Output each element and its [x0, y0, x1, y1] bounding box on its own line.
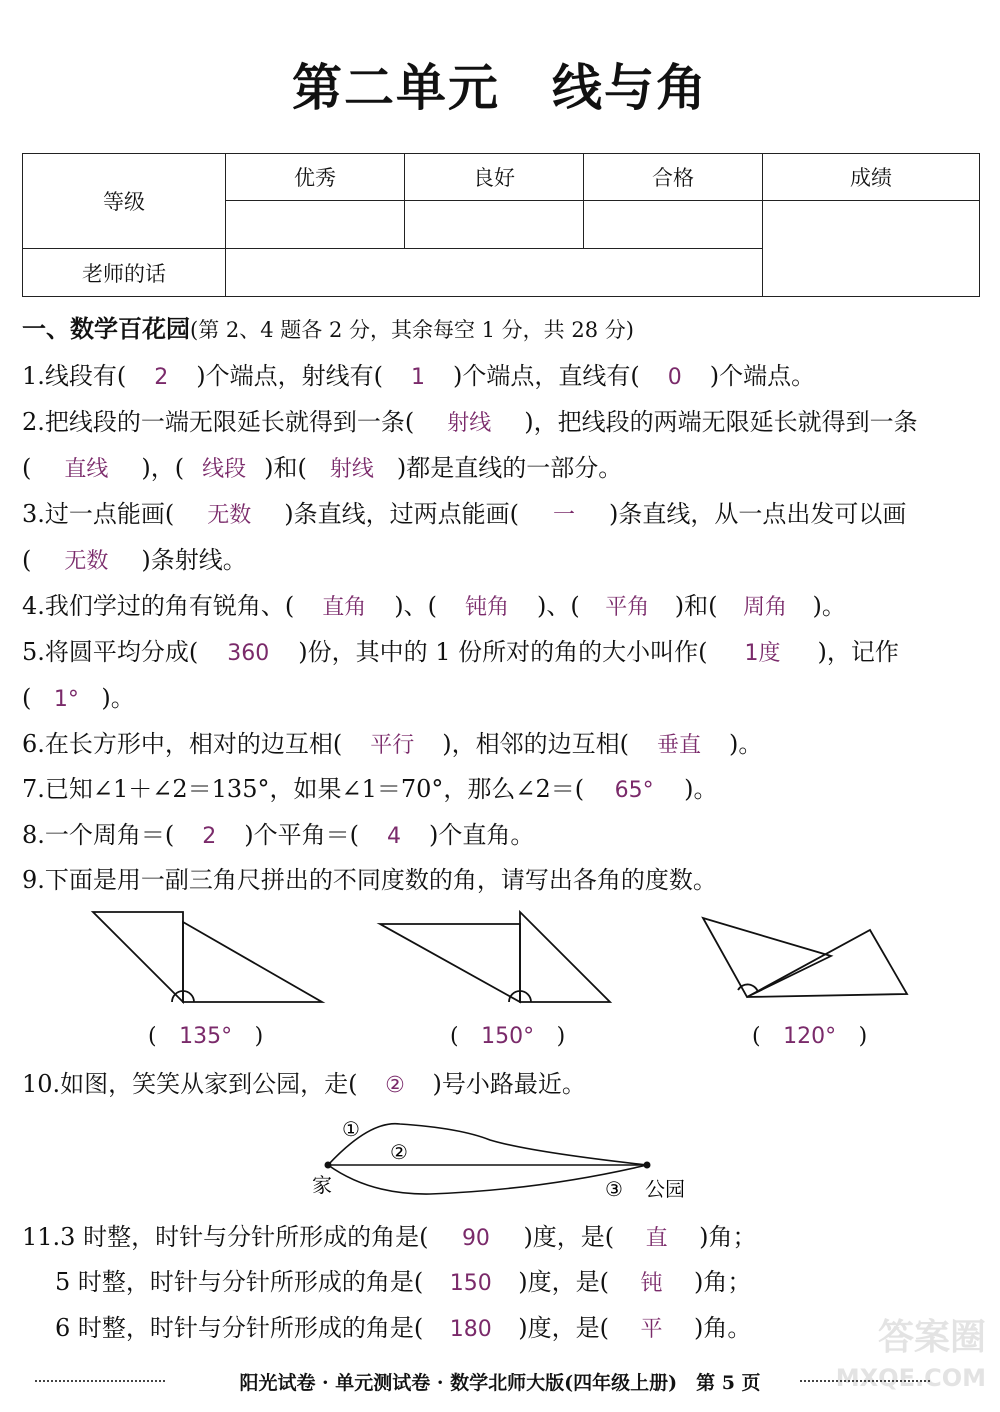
- page-title: 第二单元 线与角: [292, 59, 708, 117]
- set-square-3b: [747, 930, 907, 997]
- route-2-label: ②: [390, 1140, 408, 1164]
- question-7: 7.已知∠1＋∠2＝135°，如果∠1＝70°，那么∠2＝( 65° )。: [22, 775, 718, 803]
- route-3: [328, 1165, 647, 1194]
- set-square-2a: [380, 924, 520, 1002]
- question-4: 4.我们学过的角有锐角、( 直角 )、( 钝角 )、( 平角 )和( 周角 )。: [22, 592, 846, 620]
- set-square-2b: [520, 912, 610, 1002]
- question-2-line1: 2.把线段的一端无限延长就得到一条( 射线 )，把线段的两端无限延长就得到一条: [22, 408, 918, 436]
- pass-cell[interactable]: [584, 201, 763, 249]
- question-1: 1.线段有( 2 )个端点，射线有( 1 )个端点，直线有( 0 )个端点。: [22, 362, 816, 390]
- angle-arc-3: [738, 984, 758, 992]
- fig1-answer: ( 135° ): [148, 1024, 264, 1049]
- page-footer: 阳光试卷 · 单元测试卷 · 数学北师大版(四年级上册) 第 5 页: [239, 1372, 761, 1394]
- excellent-cell[interactable]: [226, 201, 405, 249]
- route-3-label: ③: [605, 1177, 623, 1201]
- set-square-1a: [93, 912, 183, 1002]
- home-point: [325, 1162, 332, 1169]
- route-1-label: ①: [342, 1117, 360, 1141]
- question-3-line1: 3.过一点能画( 无数 )条直线，过两点能画( 一 )条直线，从一点出发可以画: [22, 500, 907, 528]
- set-square-1b: [183, 922, 322, 1002]
- question-6: 6.在长方形中，相对的边互相( 平行 )，相邻的边互相( 垂直 )。: [22, 730, 763, 758]
- fig2-answer: ( 150° ): [450, 1024, 566, 1049]
- triangle-figures: [0, 900, 1000, 1010]
- teacher-comment-cell[interactable]: [226, 249, 763, 297]
- home-label: 家: [312, 1173, 332, 1197]
- teacher-label: 老师的话: [23, 249, 226, 297]
- question-5-line1: 5.将圆平均分成( 360 )份，其中的 1 份所对的角的大小叫作( 1度 )，记作: [22, 638, 899, 666]
- route-1: [328, 1124, 647, 1165]
- watermark-logo: 答案圈 MXQE.COM: [835, 1317, 986, 1392]
- question-11-row3: 6 时整，时针与分针所形成的角是( 180 )度，是( 平 )角。: [55, 1314, 752, 1342]
- level-excellent: 优秀: [226, 154, 405, 201]
- question-11-row2: 5 时整，时针与分针所形成的角是( 150 )度，是( 钝 )角；: [55, 1268, 752, 1296]
- level-label: 等级: [23, 154, 226, 249]
- park-point: [644, 1162, 651, 1169]
- score-cell[interactable]: [763, 201, 980, 297]
- section-heading: 一、数学百花园(第 2、4 题各 2 分，其余每空 1 分，共 28 分): [22, 315, 634, 343]
- question-11-row1: 11.3 时整，时针与分针所形成的角是( 90 )度，是( 直 )角；: [22, 1223, 757, 1251]
- level-good: 良好: [405, 154, 584, 201]
- question-9: 9.下面是用一副三角尺拼出的不同度数的角，请写出各角的度数。: [22, 866, 717, 894]
- question-8: 8.一个周角＝( 2 )个平角＝( 4 )个直角。: [22, 821, 535, 849]
- score-label: 成绩: [763, 154, 980, 201]
- route-diagram: [300, 1110, 720, 1210]
- level-pass: 合格: [584, 154, 763, 201]
- question-5-line2: ( 1° )。: [22, 684, 135, 712]
- grade-table: [22, 153, 980, 297]
- question-2-line2: ( 直线 )，( 线段 )和( 射线 )都是直线的一部分。: [22, 454, 623, 482]
- question-3-line2: ( 无数 )条射线。: [22, 546, 247, 574]
- park-label: 公园: [645, 1177, 685, 1201]
- fig3-answer: ( 120° ): [752, 1024, 868, 1049]
- good-cell[interactable]: [405, 201, 584, 249]
- question-10: 10.如图，笑笑从家到公园，走( ② )号小路最近。: [22, 1070, 586, 1098]
